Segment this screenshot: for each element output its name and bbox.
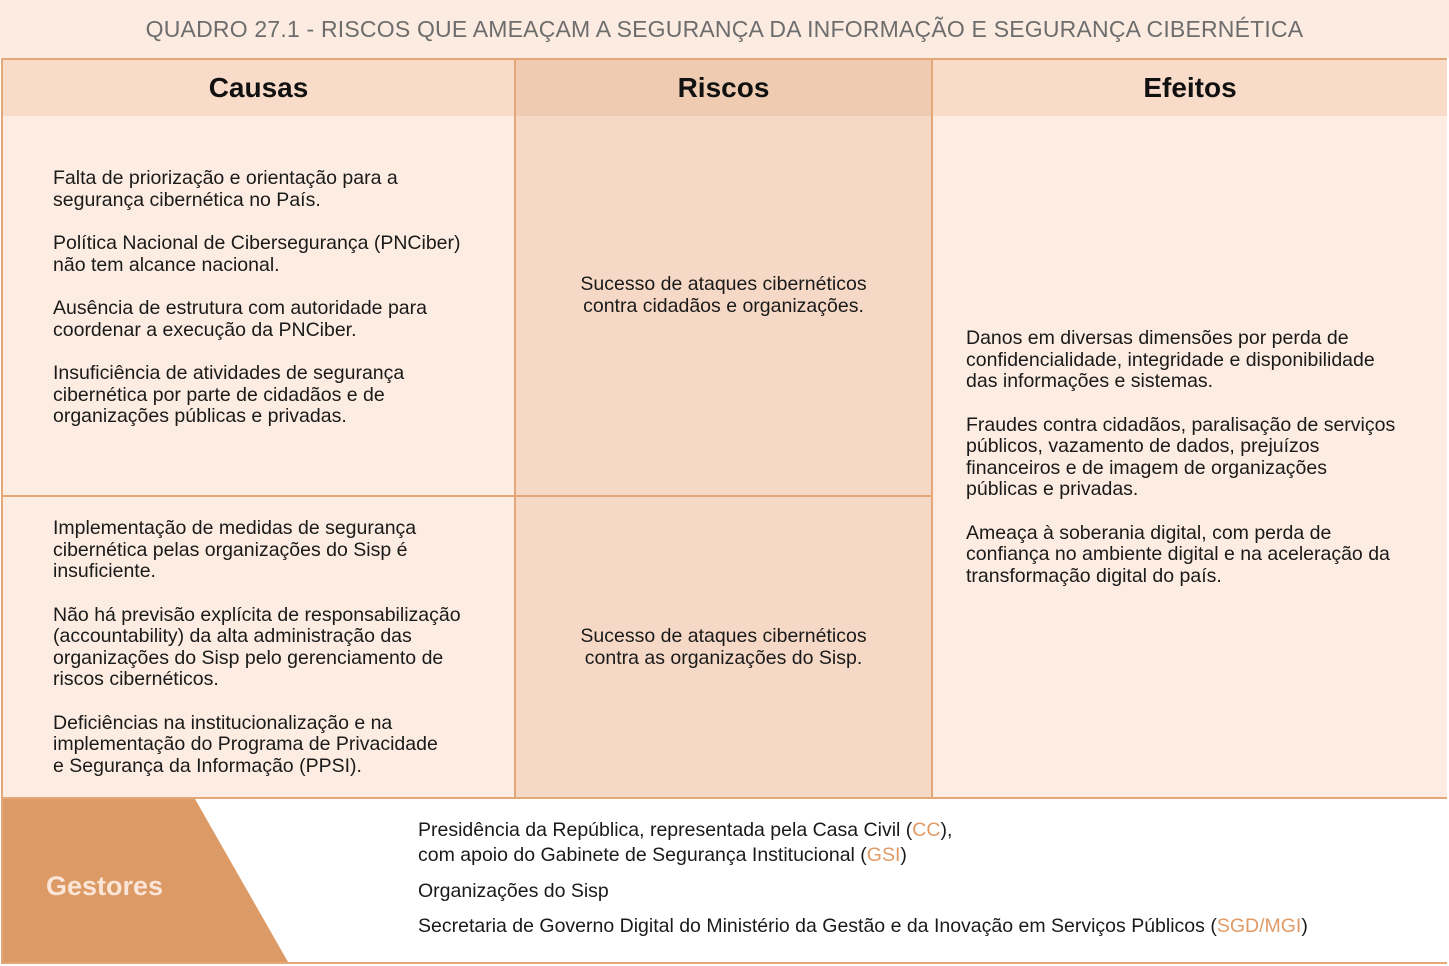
column-divider xyxy=(931,58,933,799)
gestor-text: Secretaria de Governo Digital do Ministério da Gestão e da Inovação em Serviços Públicos ( xyxy=(418,915,1217,937)
efeito-item: Danos em diversas dimensões por perda de confidencialidade, integridade e disponibilidade das informações e sistemas. xyxy=(966,327,1375,392)
column-divider xyxy=(514,58,516,799)
gestor-line-2 xyxy=(418,843,907,868)
risco-cell-1 xyxy=(516,116,931,495)
gestor-line-4 xyxy=(418,914,1308,939)
causa-item: Implementação de medidas de segurança cibernética pelas organizações do Sisp é insuficiente. xyxy=(53,517,417,582)
row-divider xyxy=(3,495,933,497)
causa-item: Política Nacional de Cibersegurança (PNCiber) não tem alcance nacional. xyxy=(53,232,461,276)
efeito-item: Ameaça à soberania digital, com perda de confiança no ambiente digital e na aceleração da transformação digital do país. xyxy=(966,521,1390,587)
title-bar xyxy=(0,0,1449,58)
gestor-line-1 xyxy=(418,818,952,843)
gestor-line-3: Organizações do Sisp xyxy=(418,880,609,902)
causa-item: Ausência de estrutura com autoridade para coordenar a execução da PNCiber. xyxy=(53,297,427,341)
gestor-text: Presidência da República, representada pela Casa Civil ( xyxy=(418,819,913,841)
efeito-item: Fraudes contra cidadãos, paralisação de serviços públicos, vazamento de dados, prejuízos financeiros e de imagem de organizações públicas e privadas. xyxy=(966,413,1396,500)
efeitos-cell xyxy=(933,116,1447,797)
causa-item: Falta de priorização e orientação para a segurança cibernética no País. xyxy=(53,167,398,211)
header-causas: Causas xyxy=(3,60,514,116)
gestor-text: ) xyxy=(900,844,907,866)
causas-group-2 xyxy=(3,497,514,797)
acronym-gsi: GSI xyxy=(866,844,901,866)
risco-1-text: Sucesso de ataques cibernéticos contra cidadãos e organizações. xyxy=(580,273,867,317)
gestor-text: ) xyxy=(1301,915,1308,937)
page-title: QUADRO 27.1 - RISCOS QUE AMEAÇAM A SEGURANÇA DA INFORMAÇÃO E SEGURANÇA CIBERNÉTICA xyxy=(145,15,1304,42)
header-riscos: Riscos xyxy=(516,60,931,116)
causas-group-1 xyxy=(3,116,514,495)
acronym-sgd-mgi: SGD/MGI xyxy=(1216,915,1302,937)
risco-cell-2 xyxy=(516,497,931,797)
causa-item: Insuficiência de atividades de segurança cibernética por parte de cidadãos e de organizações públicas e privadas. xyxy=(53,362,405,427)
gestor-text: ), xyxy=(940,819,953,841)
causa-item: Não há previsão explícita de responsabilização (accountability) da alta administração das organizações do Sisp pelo gerenciamento de riscos cibernéticos. xyxy=(53,603,461,690)
risco-2-text: Sucesso de ataques cibernéticos contra as organizações do Sisp. xyxy=(580,625,867,669)
gestor-text: com apoio do Gabinete de Segurança Institucional ( xyxy=(418,844,867,866)
header-efeitos: Efeitos xyxy=(933,60,1447,116)
causa-item: Deficiências na institucionalização e na implementação do Programa de Privacidade e Segurança da Informação (PPSI). xyxy=(53,711,438,777)
acronym-cc: CC xyxy=(912,819,941,841)
gestores-label: Gestores xyxy=(46,871,164,901)
